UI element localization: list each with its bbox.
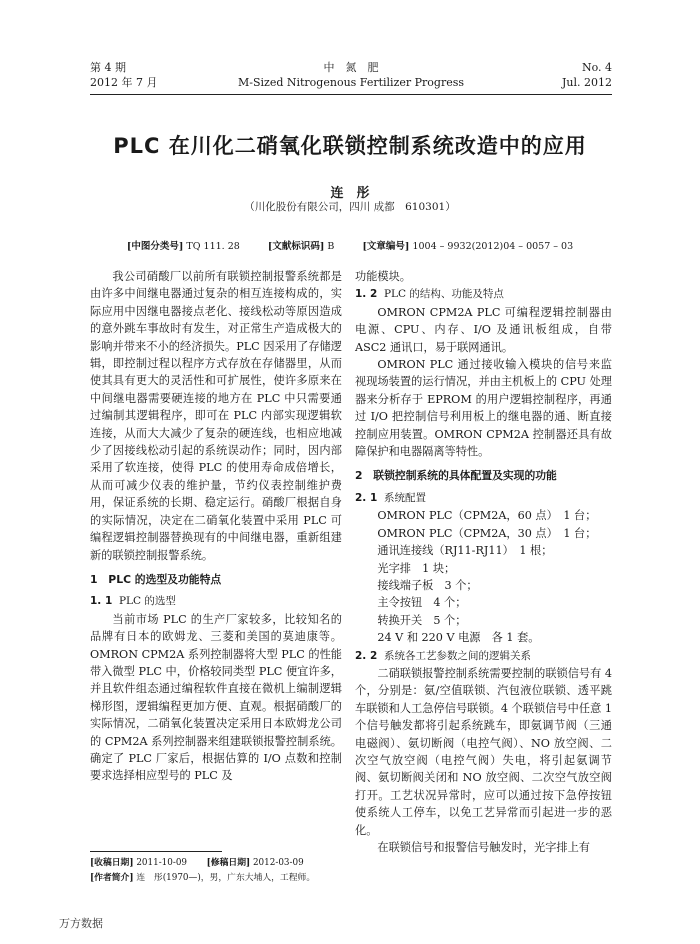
header-journal-en: M-Sized Nitrogenous Fertilizer Progress <box>237 76 465 89</box>
running-header <box>90 60 612 96</box>
received-label: [收稿日期] <box>90 858 134 868</box>
section-1-heading: 1 PLC 的选型及功能特点 <box>90 572 222 586</box>
doc-code-label: [文献标识码] <box>267 241 325 252</box>
article-number-label: [文章编号] <box>362 241 410 252</box>
revised-date: 2012-03-09 <box>252 858 304 868</box>
header-issue-cn: 第 4 期 <box>90 61 126 74</box>
config-item: OMRON PLC（CPM2A，30 点） 1 台； <box>377 526 597 540</box>
article-title: PLC 在川化二硝氧化联锁控制系统改造中的应用 <box>113 134 587 158</box>
revised-label: [修稿日期] <box>206 858 251 868</box>
config-item: OMRON PLC（CPM2A，60 点） 1 台； <box>377 509 597 523</box>
section-1-2-number: 1. 2 <box>355 288 378 301</box>
section-2-1-title: 系统配置 <box>383 491 426 504</box>
header-date-en: Jul. 2012 <box>562 76 612 89</box>
author-bio: 连 彤(1970—)，男，广东大埔人，工程师。 <box>136 873 316 883</box>
watermark: 万方数据 <box>59 917 103 930</box>
article-number-value: 1004 – 9932(2012)04 – 0057 – 03 <box>412 241 574 252</box>
config-item: 接线端子板 3 个； <box>377 578 478 592</box>
header-issue-en: No. 4 <box>581 61 612 74</box>
config-item: 主令按钮 4 个； <box>377 596 467 610</box>
intro-paragraph: 我公司硝酸厂以前所有联锁控制报警系统都是由许多中间继电器通过复杂的相互连接构成的，实际应用中因继电器接点老化、接线松动等原因造成的意外跳车事故时有发生，对正常生产造成极大的影响并带来不小的经济损失。PLC 因采用了存储逻辑，即控制过程以程序方式存放在存储器里，从而使其具有更大的灵活性和可扩展性，使许多原来在中间继电器需要硬连接的地方在 PLC 中只需要通过编制其逻辑程序，即可在 PLC 内部实现逻辑软连接，从而大大减少了复杂的硬连线，也相应地减少了因接线松动引起的系统误动作；同时，因内部采用了软连接，使得 PLC 的使用寿命成倍增长，从而可减少仪表的维护量，节约仪表控制维护费用，保证系统的长期、稳定运行。硝酸厂根据自身的实际情况，决定在二硝氧化装置中采用 PLC 可编程逻辑控制器替换现有的中间继电器，重新组建新的联锁控制报警系统。 <box>90 270 342 562</box>
section-1-2-title: PLC 的结构、功能及特点 <box>383 288 504 301</box>
config-item: 转换开关 5 个； <box>377 613 467 627</box>
header-rule <box>90 94 612 95</box>
section-1-1-number: 1. 1 <box>90 595 113 608</box>
classification-line <box>0 238 700 252</box>
author-bio-label: [作者简介] <box>90 873 134 883</box>
section-2-2-title: 系统各工艺参数之间的逻辑关系 <box>383 649 531 662</box>
section-1-1-heading <box>90 593 342 610</box>
clc-value: TQ 111. 28 <box>186 241 240 252</box>
paragraph-last: 在联锁信号和报警信号触发时，光字排上有 <box>377 841 590 854</box>
article-author: 连 彤 <box>330 186 370 201</box>
section-2-heading: 2 联锁控制系统的具体配置及实现的功能 <box>355 469 557 483</box>
config-item: 24 V 和 220 V 电源 各 1 套。 <box>377 631 540 645</box>
received-date: 2011-10-09 <box>136 858 188 868</box>
left-column <box>90 268 342 785</box>
continuation-text: 功能模块。 <box>355 270 411 283</box>
header-journal-cn: 中 氮 肥 <box>323 61 379 74</box>
section-2-2-heading <box>355 648 612 665</box>
paragraph-1-2a: OMRON CPM2A PLC 可编程逻辑控制器由电源、CPU、内存、I/O 及通讯板组成，自带 ASC2 通讯口，易于联网通讯。 <box>355 305 612 354</box>
footnote <box>90 856 350 886</box>
footnote-rule <box>90 851 222 852</box>
section-2-2-number: 2. 2 <box>355 649 378 662</box>
clc-label: [中图分类号] <box>126 241 184 252</box>
config-item: 通讯连接线（RJ11-RJ11） 1 根； <box>377 544 553 558</box>
doc-code-value: B <box>327 241 335 252</box>
config-item: 光字排 1 块； <box>377 561 456 575</box>
right-column <box>355 268 612 856</box>
header-date-cn: 2012 年 7 月 <box>90 76 158 89</box>
paragraph-2-2: 二硝联锁报警控制系统需要控制的联锁信号有 4 个，分别是：氨/空值联锁、汽包液位联锁、透平跳车联锁和人工急停信号联锁。4 个联锁信号中任意 1 个信号触发都将引起系统跳车，即氨调节阀（三通电磁阀）、氨切断阀（电控气阀）、NO 放空阀、二次空气放空阀（电控气阀）失电，将引起氨调节阀、氨切断阀关闭和 NO 放空阀、二次空气放空阀打开。工艺状况异常时，应可以通过按下急停按钮使系统人工停车，以免工艺异常而引起进一步的恶化。 <box>355 666 612 837</box>
paragraph-1-2b: OMRON PLC 通过接收输入模块的信号来监视现场装置的运行情况，并由主机板上的 CPU 处理器来分析存于 EPROM 的用户逻辑控制程序，再通过 I/O 把控制信号利用板上的继电器的通、断直接控制应用装置。OMRON CPM2A 控制器还具有故障保护和电器隔离等特性。 <box>355 358 612 459</box>
section-1-2-heading <box>355 286 612 303</box>
section-2-1-heading <box>355 490 612 507</box>
paragraph-1-1: 当前市场 PLC 的生产厂家较多，比较知名的品牌有日本的欧姆龙、三菱和美国的莫迪康等。OMRON CPM2A 系列控制器将大型 PLC 的性能带入微型 PLC 中，价格较同类型 PLC 便宜许多，并且软件组态通过编程软件直接在微机上编制逻辑梯形图，逻辑编程更加方便、直观。根据硝酸厂的实际情况，二硝氧化装置决定采用日本欧姆龙公司的 CPM2A 系列控制器来组建联锁报警控制系统。确定了 PLC 厂家后，根据估算的 I/O 点数和控制要求选择相应型号的 PLC 及 <box>90 612 342 783</box>
section-2-1-number: 2. 1 <box>355 491 378 504</box>
article-affiliation: （川化股份有限公司，四川 成都 610301） <box>244 201 456 213</box>
section-1-1-title: PLC 的选型 <box>118 595 176 608</box>
